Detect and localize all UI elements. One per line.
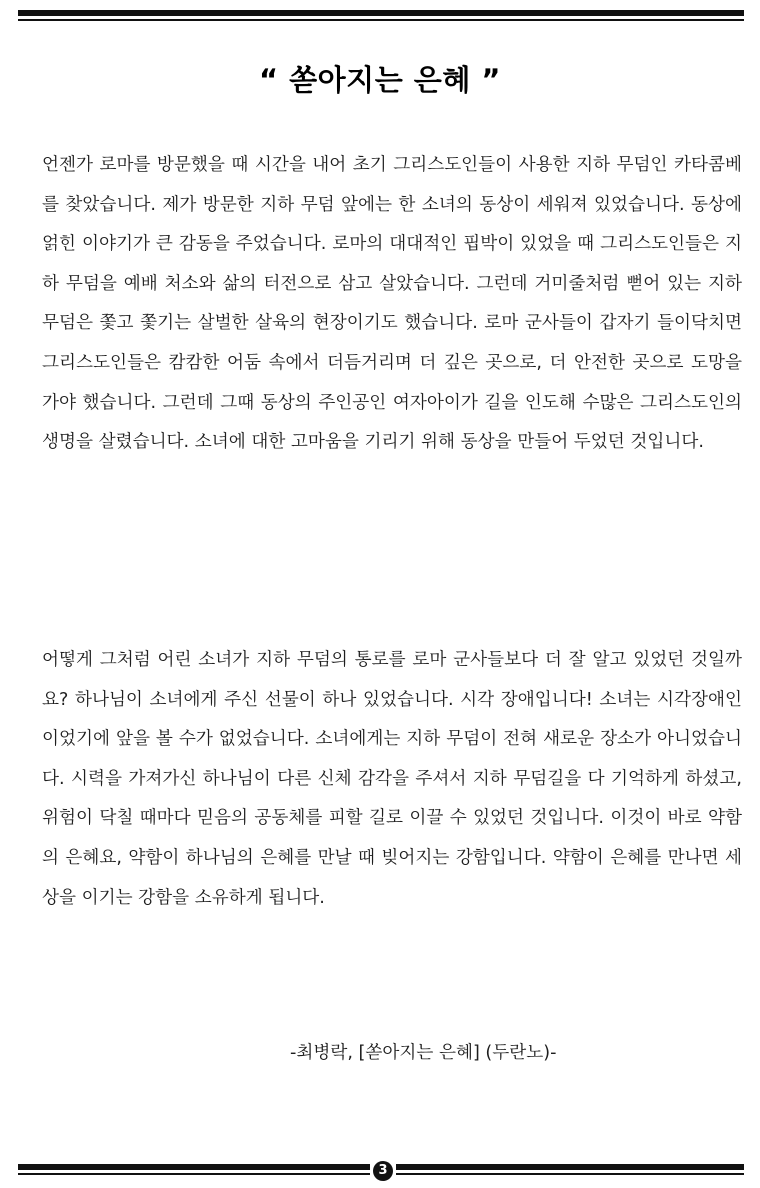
bottom-rule-right <box>396 1164 744 1170</box>
top-rule-thin <box>18 19 744 21</box>
body-paragraph-1: 언젠가 로마를 방문했을 때 시간을 내어 초기 그리스도인들이 사용한 지하 무덤인 카타콤베를 찾았습니다. 제가 방문한 지하 무덤 앞에는 한 소녀의 동상이 세워져 있었습니다. 동상에 얽힌 이야기가 큰 감동을 주었습니다. 로마의 대대적인 핍박이 있었을 때 그리스도인들은 지하 무덤을 예배 처소와 삶의 터전으로 삼고 살았습니다. 그런데 거미줄처럼 뻗어 있는 지하 무덤은 쫓고 쫓기는 살벌한 살육의 현장이기도 했습니다. 로마 군사들이 갑자기 들이닥치면 그리스도인들은 캄캄한 어둠 속에서 더듬거리며 더 깊은 곳으로, 더 안전한 곳으로 도망을 가야 했습니다. 그런데 그때 동상의 주인공인 여자아이가 길을 인도해 수많은 그리스도인의 생명을 살렸습니다. 소녀에 대한 고마움을 기리기 위해 동상을 만들어 두었던 것입니다. <box>42 155 742 453</box>
body-paragraph-2: 어떻게 그처럼 어린 소녀가 지하 무덤의 통로를 로마 군사들보다 더 잘 알고 있었던 것일까요? 하나님이 소녀에게 주신 선물이 하나 있었습니다. 시각 장애입니다! 소녀는 시각장애인이었기에 앞을 볼 수가 없었습니다. 소녀에게는 지하 무덤이 전혀 새로운 장소가 아니었습니다. 시력을 가져가신 하나님이 다른 신체 감각을 주셔서 지하 무덤길을 다 기억하게 하셨고, 위험이 닥칠 때마다 믿음의 공동체를 피할 길로 이끌 수 있었던 것입니다. 이것이 바로 약함의 은혜요, 약함이 하나님의 은혜를 만날 때 빚어지는 강함입니다. 약함이 은혜를 만나면 세상을 이기는 강함을 소유하게 됩니다. <box>42 650 742 908</box>
top-rule-thick <box>18 10 744 16</box>
attribution: -최병락, [쏟아지는 은혜] (두란노)- <box>290 1043 557 1063</box>
document-title: “ 쏟아지는 은혜 ” <box>259 63 501 97</box>
page-number-badge: 3 <box>373 1161 393 1181</box>
bottom-rule-left <box>18 1164 370 1170</box>
bottom-rule-right-thin <box>396 1173 744 1175</box>
bottom-rule-left-thin <box>18 1173 370 1175</box>
